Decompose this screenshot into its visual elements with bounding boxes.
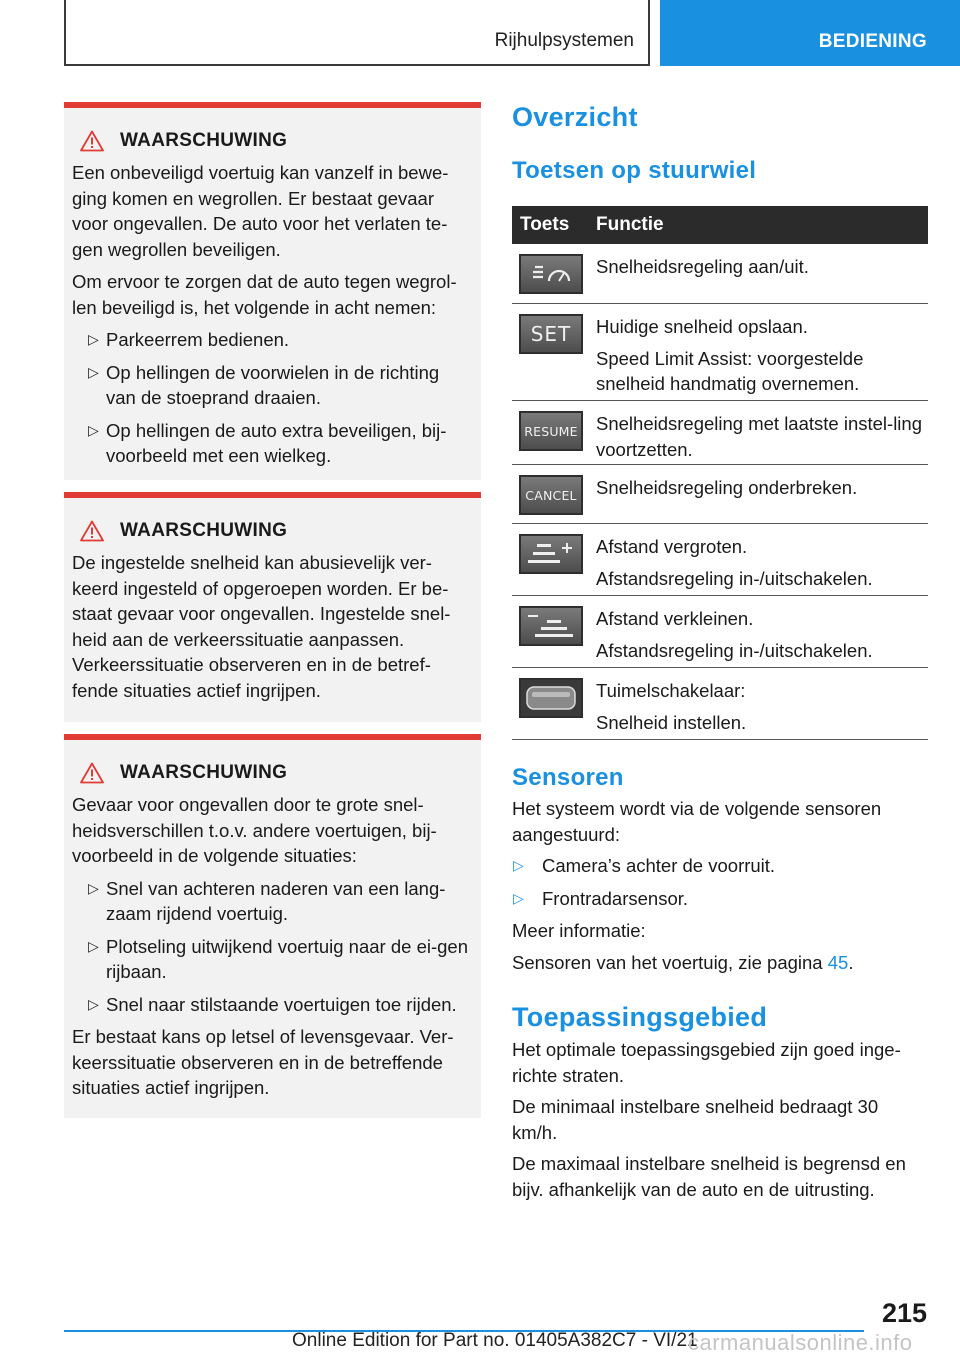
function-text: Snelheidsregeling aan/uit. — [596, 256, 809, 277]
steering-wheel-buttons-table — [512, 206, 928, 740]
overview-subtitle: Toetsen op stuurwiel — [512, 157, 757, 184]
set-button-icon: SET — [519, 314, 583, 354]
warning-paragraph: Om ervoor te zorgen dat de auto tegen wegrol-len beveiligd is, het volgende in acht nemen: — [72, 271, 457, 318]
triangle-bullet-icon: ▷ — [88, 421, 99, 438]
header-section-box — [64, 0, 650, 66]
function-text: Afstandsregeling in-/uitschakelen. — [596, 639, 873, 661]
warning-title: WAARSCHUWING — [120, 130, 288, 151]
warning-bullet-list — [72, 327, 473, 469]
table-row — [512, 524, 928, 596]
function-text: Snelheidsregeling onderbreken. — [596, 477, 858, 498]
sensors-reference: Sensoren van het voertuig, zie pagina 45. — [512, 951, 854, 973]
warning-triangle-icon — [80, 130, 104, 152]
application-paragraph: De maximaal instelbare snelheid is begrensd en bijv. afhankelijk van de auto en de uitrusting. — [512, 1153, 906, 1200]
warning-heading — [72, 128, 473, 154]
triangle-bullet-icon: ▷ — [88, 331, 99, 347]
triangle-bullet-icon: ▷ — [88, 363, 99, 380]
resume-button-icon: RESUME — [519, 411, 583, 451]
warning-paragraph: Gevaar voor ongevallen door te grote snel-heidsverschillen t.o.v. andere voertuigen, bij-voorbeeld in de volgende situaties: — [72, 794, 437, 866]
application-section — [512, 1002, 928, 1208]
application-paragraph: De minimaal instelbare snelheid bedraagt 30 km/h. — [512, 1096, 879, 1143]
function-text: Snelheid instellen. — [596, 711, 747, 733]
watermark: carmanualsonline.info — [688, 1330, 913, 1355]
footer-edition: Online Edition for Part no. 01405A382C7 - VI/21 — [292, 1330, 698, 1351]
more-info-label: Meer informatie: — [512, 920, 646, 941]
warning-heading — [72, 518, 473, 544]
warning-triangle-icon — [80, 520, 104, 542]
function-text: Afstand verkleinen. — [596, 608, 754, 629]
list-item: ▷ Plotseling uitwijkend voertuig naar de ei-gen rijbaan. — [88, 935, 468, 982]
function-text: Afstandsregeling in-/uitschakelen. — [596, 567, 873, 589]
rocker-switch-icon — [519, 678, 583, 718]
sensors-intro: Het systeem wordt via de volgende sensoren aangestuurd: — [512, 798, 882, 845]
warning-box-2 — [64, 492, 481, 722]
application-title: Toepassingsgebied — [512, 1002, 768, 1032]
page-number: 215 — [881, 1298, 927, 1328]
triangle-bullet-icon: ▷ — [88, 995, 99, 1012]
list-item: ▷ Parkeerrem bedienen. — [72, 327, 473, 353]
distance-plus-icon — [519, 534, 583, 574]
function-text: Speed Limit Assist: voorgestelde snelheid handmatig overnemen. — [596, 347, 864, 394]
overview-title: Overzicht — [512, 102, 638, 132]
table-row — [512, 401, 928, 465]
table-row — [512, 596, 928, 668]
list-item: ▷ Snel naar stilstaande voertuigen toe rijden. — [72, 992, 473, 1018]
table-row — [512, 465, 928, 524]
application-paragraph: Het optimale toepassingsgebied zijn goed inge-richte straten. — [512, 1039, 901, 1086]
warning-bullet-list — [72, 876, 473, 1018]
table-row — [512, 304, 928, 401]
warning-heading — [72, 760, 473, 786]
function-text: Snelheidsregeling met laatste instel-ling voortzetten. — [596, 413, 922, 460]
warning-paragraph: De ingestelde snelheid kan abusievelijk ver-keerd ingesteld of opgeroepen worden. Er be-staat gevaar voor ongevallen. Ingestelde snel-heid aan de verkeerssituatie aanpassen. Verkeerssituatie observeren en in de betref-fende situaties actief ingrijpen. — [72, 552, 451, 701]
warning-title: WAARSCHUWING — [120, 520, 288, 541]
sensors-title: Sensoren — [512, 764, 624, 791]
triangle-bullet-icon: ▷ — [513, 857, 524, 873]
cancel-button-icon: CANCEL — [519, 475, 583, 515]
sensors-section — [512, 764, 928, 981]
speedometer-icon — [519, 254, 583, 294]
triangle-bullet-icon: ▷ — [88, 937, 99, 954]
table-header — [512, 206, 928, 244]
table-row — [512, 668, 928, 740]
header-chapter-tab[interactable] — [660, 0, 960, 66]
header-chapter-title: BEDIENING — [818, 31, 927, 52]
list-item: ▷ Frontradarsensor. — [512, 886, 928, 912]
triangle-bullet-icon: ▷ — [88, 879, 99, 896]
warning-title: WAARSCHUWING — [120, 762, 288, 783]
warning-triangle-icon — [80, 762, 104, 784]
warning-box-1 — [64, 102, 481, 480]
overview-section — [512, 102, 928, 185]
function-text: Afstand vergroten. — [596, 536, 748, 557]
header-section-title: Rijhulpsystemen — [494, 30, 634, 51]
function-text: Huidige snelheid opslaan. — [596, 316, 808, 337]
distance-minus-icon — [519, 606, 583, 646]
triangle-bullet-icon: ▷ — [513, 889, 524, 906]
table-row — [512, 244, 928, 304]
table-header-key: Toets — [520, 214, 570, 235]
list-item: ▷ Camera’s achter de voorruit. — [512, 853, 928, 879]
warning-box-3 — [64, 734, 481, 1118]
sensors-list — [512, 853, 928, 911]
list-item: ▷ Op hellingen de voorwielen in de richting van de stoeprand draaien. — [88, 361, 440, 408]
page-reference-link[interactable]: 45 — [827, 951, 849, 973]
function-text: Tuimelschakelaar: — [596, 680, 746, 701]
warning-paragraph: Een onbeveiligd voertuig kan vanzelf in bewe-ging komen en wegrollen. Er bestaat gevaar voor ongevallen. De auto voor het verlaten te-gen wegrollen beveiligen. — [72, 162, 449, 260]
list-item: ▷ Op hellingen de auto extra beveiligen, bij-voorbeeld met een wielkeg. — [88, 419, 447, 466]
list-item: ▷ Snel van achteren naderen van een lang-zaam rijdend voertuig. — [88, 877, 446, 924]
table-header-function: Functie — [596, 214, 664, 235]
warning-closing: Er bestaat kans op letsel of levensgevaar. Ver-keerssituatie observeren en in de betreffende situaties actief ingrijpen. — [72, 1026, 454, 1098]
